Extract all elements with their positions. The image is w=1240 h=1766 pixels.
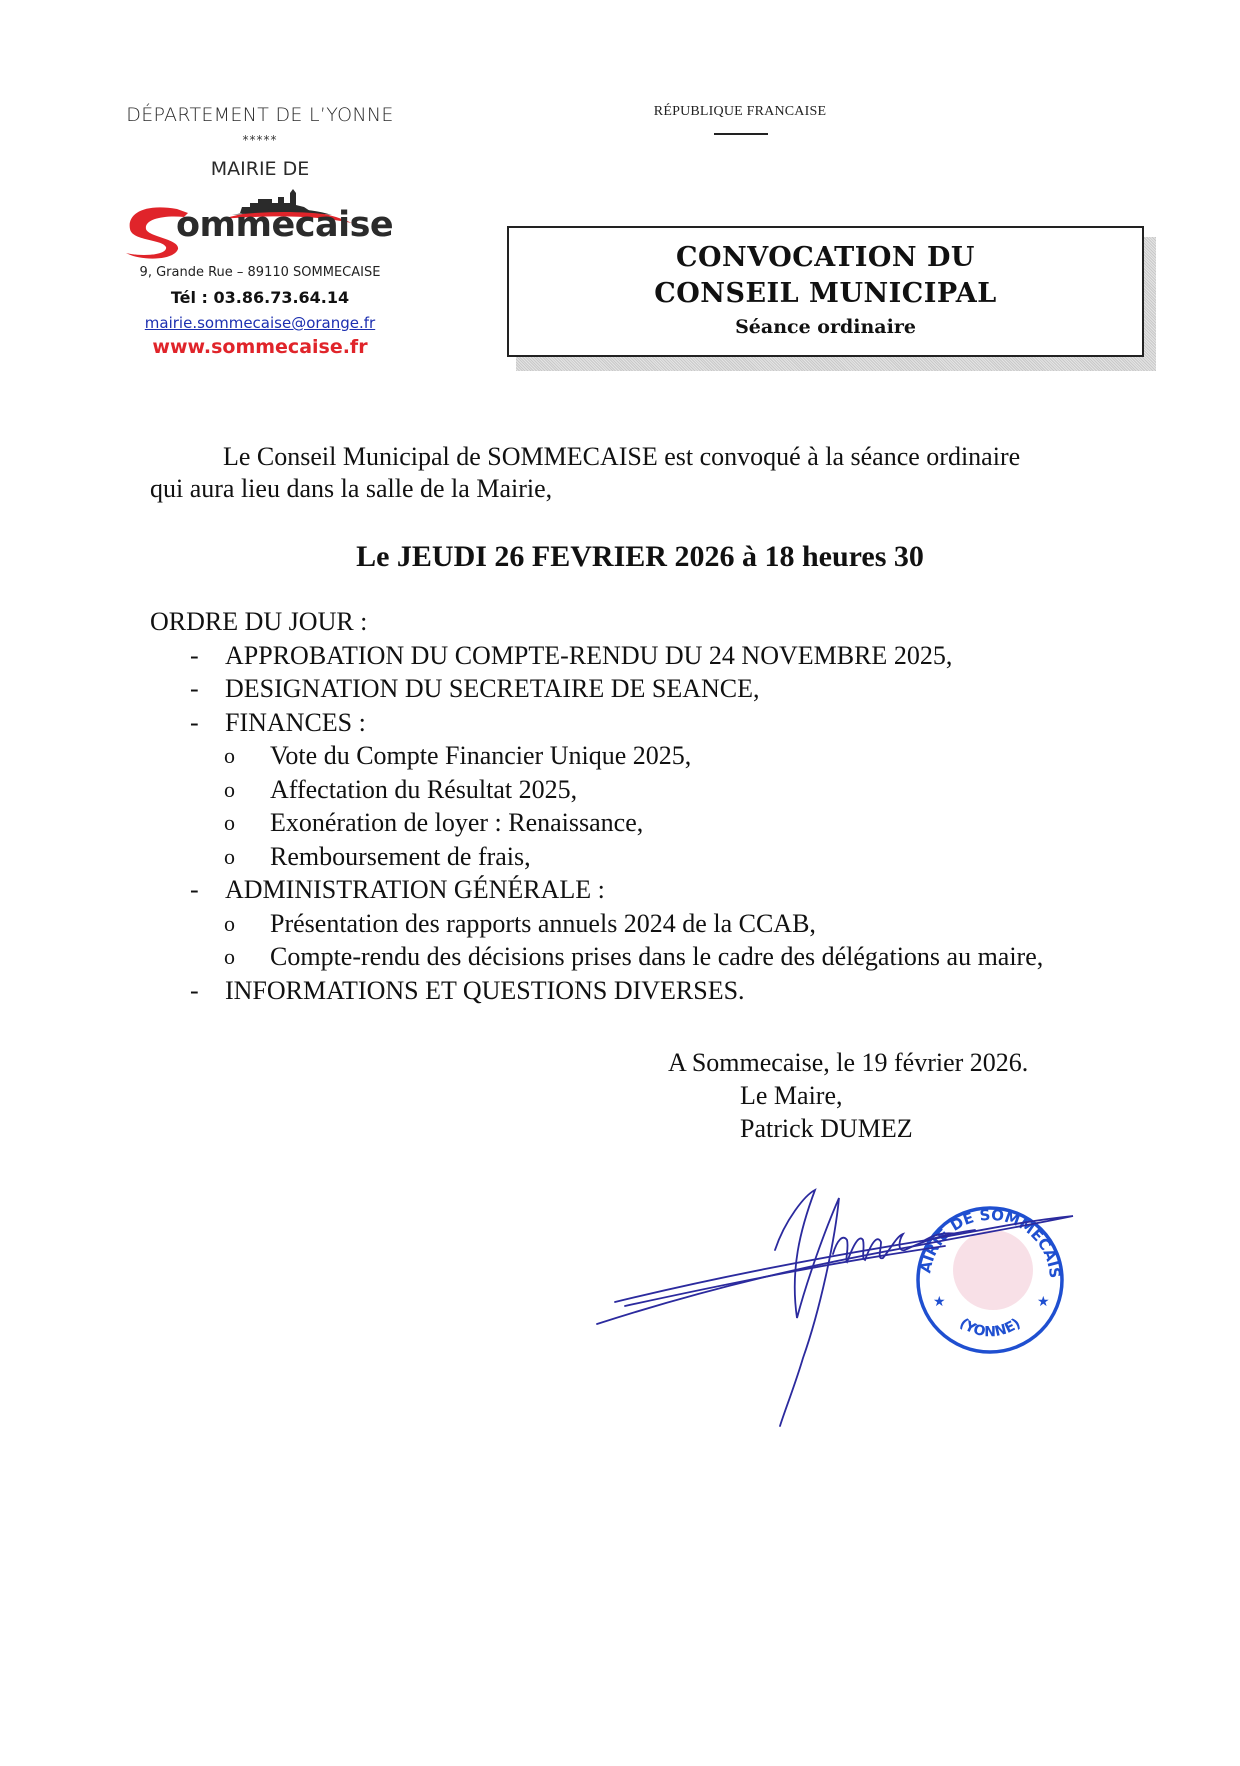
agenda-list [150,639,1150,1008]
title-subtitle: Séance ordinaire [735,316,916,338]
place-and-date: A Sommecaise, le 19 février 2026. [668,1048,1029,1077]
dash-bullet-icon: - [190,674,199,703]
intro-line-1: Le Conseil Municipal de SOMMECAISE est convoqué à la séance ordinaire [223,442,1021,471]
agenda-title: ORDRE DU JOUR : [150,607,368,636]
separator-stars: ***** [242,133,278,147]
republique-label: RÉPUBLIQUE FRANCAISE [653,104,827,119]
closing-block [668,1046,1148,1145]
republique-underline [714,133,768,135]
title-line-2: CONSEIL MUNICIPAL [654,278,997,309]
agenda-item-text: Compte-rendu des décisions prises dans le cadre des délégations au maire, [270,942,1044,971]
stamp-bottom-text: (YONNE) [956,1315,1024,1341]
agenda-item-text: FINANCES : [225,707,366,737]
agenda-item-text: ADMINISTRATION GÉNÉRALE : [225,875,605,904]
title-line-1: CONVOCATION DU [676,242,975,273]
department-label: DÉPARTEMENT DE L’YONNE [126,104,394,126]
intro-paragraph [150,441,1130,505]
agenda-item-text: Affectation du Résultat 2025, [270,774,578,804]
agenda-item [150,706,1150,740]
dash-bullet-icon: - [190,875,199,904]
agenda-subitem [150,739,1150,773]
mairie-address: 9, Grande Rue – 89110 SOMMECAISE [139,265,381,280]
mairie-email-link[interactable]: mairie.sommecaise@orange.fr [144,314,376,332]
mairie-phone: Tél : 03.86.73.64.14 [170,288,350,307]
agenda-item-text: Présentation des rapports annuels 2024 de la CCAB, [270,908,816,938]
agenda-item-text: Remboursement de frais, [270,841,531,871]
agenda-subitem [150,907,1150,941]
agenda [150,605,1150,1007]
sommecaise-logo [122,185,402,265]
agenda-item-text: Vote du Compte Financier Unique 2025, [270,741,692,770]
stamp-top-text: AIRIE DE SOMMECAIS [916,1205,1065,1280]
agenda-item-text: Exonération de loyer : Renaissance, [270,808,644,837]
agenda-item-text: APPROBATION DU COMPTE-RENDU DU 24 NOVEMBRE 2025, [225,640,953,670]
logo-wordmark: ommecaise [176,205,394,245]
circle-bullet-icon: o [224,910,235,936]
signature-and-stamp [585,1170,1085,1440]
mairie-de-label: MAIRIE DE [210,158,310,180]
stamp-star-icon: ★ [933,1295,946,1310]
agenda-item [150,672,1150,706]
circle-bullet-icon: o [224,843,235,869]
signatory-role: Le Maire, [740,1081,843,1110]
signatory-name: Patrick DUMEZ [740,1114,913,1143]
agenda-item-text: DESIGNATION DU SECRETAIRE DE SEANCE, [225,674,760,703]
title-box [507,226,1144,357]
circle-bullet-icon: o [224,810,235,835]
circle-bullet-icon: o [224,743,235,768]
agenda-subitem [150,773,1150,807]
dash-bullet-icon: - [190,975,199,1005]
agenda-subitem [150,940,1150,974]
stamp-star-icon: ★ [1037,1295,1050,1310]
dash-bullet-icon: - [190,707,199,737]
agenda-item [150,639,1150,673]
agenda-subitem [150,806,1150,840]
agenda-item [150,873,1150,907]
mairie-website-link[interactable]: www.sommecaise.fr [152,336,368,358]
agenda-subitem [150,840,1150,874]
official-stamp [585,1170,1064,1352]
agenda-item-text: INFORMATIONS ET QUESTIONS DIVERSES. [225,975,745,1005]
dash-bullet-icon: - [190,640,199,670]
stamp-emblem-icon [953,1230,1033,1310]
intro-line-2: qui aura lieu dans la salle de la Mairie, [150,474,553,503]
meeting-date: Le JEUDI 26 FEVRIER 2026 à 18 heures 30 [356,540,924,573]
agenda-item [150,974,1150,1008]
circle-bullet-icon: o [224,944,235,969]
circle-bullet-icon: o [224,776,235,802]
